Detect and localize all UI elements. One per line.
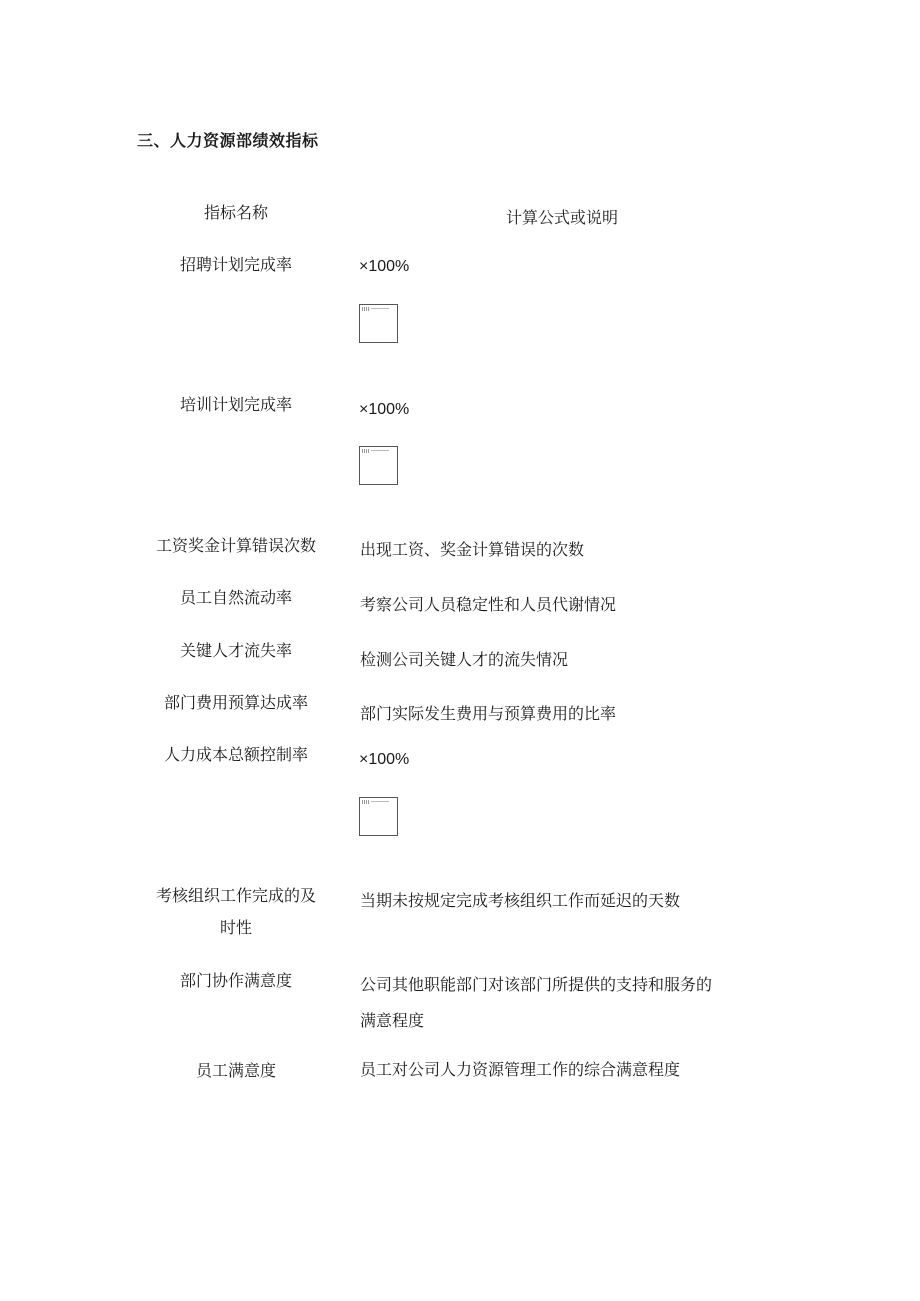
indicator-name: 招聘计划完成率 [179, 255, 292, 274]
header-indicator-name: 指标名称 [203, 203, 268, 222]
formula-text: ×100% [359, 751, 410, 768]
formula-image-icon [359, 304, 398, 343]
indicator-description: 检测公司关键人才的流失情况 [360, 650, 569, 669]
header-formula-description: 计算公式或说明 [506, 208, 619, 227]
indicator-name: 培训计划完成率 [179, 395, 292, 414]
formula-image-icon [359, 446, 398, 485]
indicator-name-continued: 时性 [219, 918, 252, 937]
indicator-name: 关键人才流失率 [179, 641, 292, 660]
indicator-description: 考察公司人员稳定性和人员代谢情况 [360, 595, 617, 614]
indicator-name: 人力成本总额控制率 [163, 745, 308, 764]
indicator-name: 部门协作满意度 [179, 971, 292, 990]
indicator-name: 员工满意度 [195, 1061, 276, 1080]
indicator-name: 员工自然流动率 [179, 588, 292, 607]
indicator-description: 员工对公司人力资源管理工作的综合满意程度 [360, 1060, 681, 1079]
indicator-description: 当期未按规定完成考核组织工作而延迟的天数 [360, 891, 681, 910]
indicator-description: 部门实际发生费用与预算费用的比率 [360, 704, 617, 723]
indicator-description: 出现工资、奖金计算错误的次数 [360, 540, 585, 559]
indicator-description-continued: 满意程度 [360, 1011, 425, 1030]
indicator-name: 部门费用预算达成率 [163, 693, 308, 712]
indicator-name: 工资奖金计算错误次数 [155, 536, 316, 555]
section-title: 三、人力资源部绩效指标 [137, 131, 319, 150]
indicator-description: 公司其他职能部门对该部门所提供的支持和服务的 [360, 975, 713, 994]
formula-text: ×100% [359, 401, 410, 418]
formula-image-icon [359, 797, 398, 836]
indicator-name: 考核组织工作完成的及 [155, 886, 316, 905]
formula-text: ×100% [359, 258, 410, 275]
